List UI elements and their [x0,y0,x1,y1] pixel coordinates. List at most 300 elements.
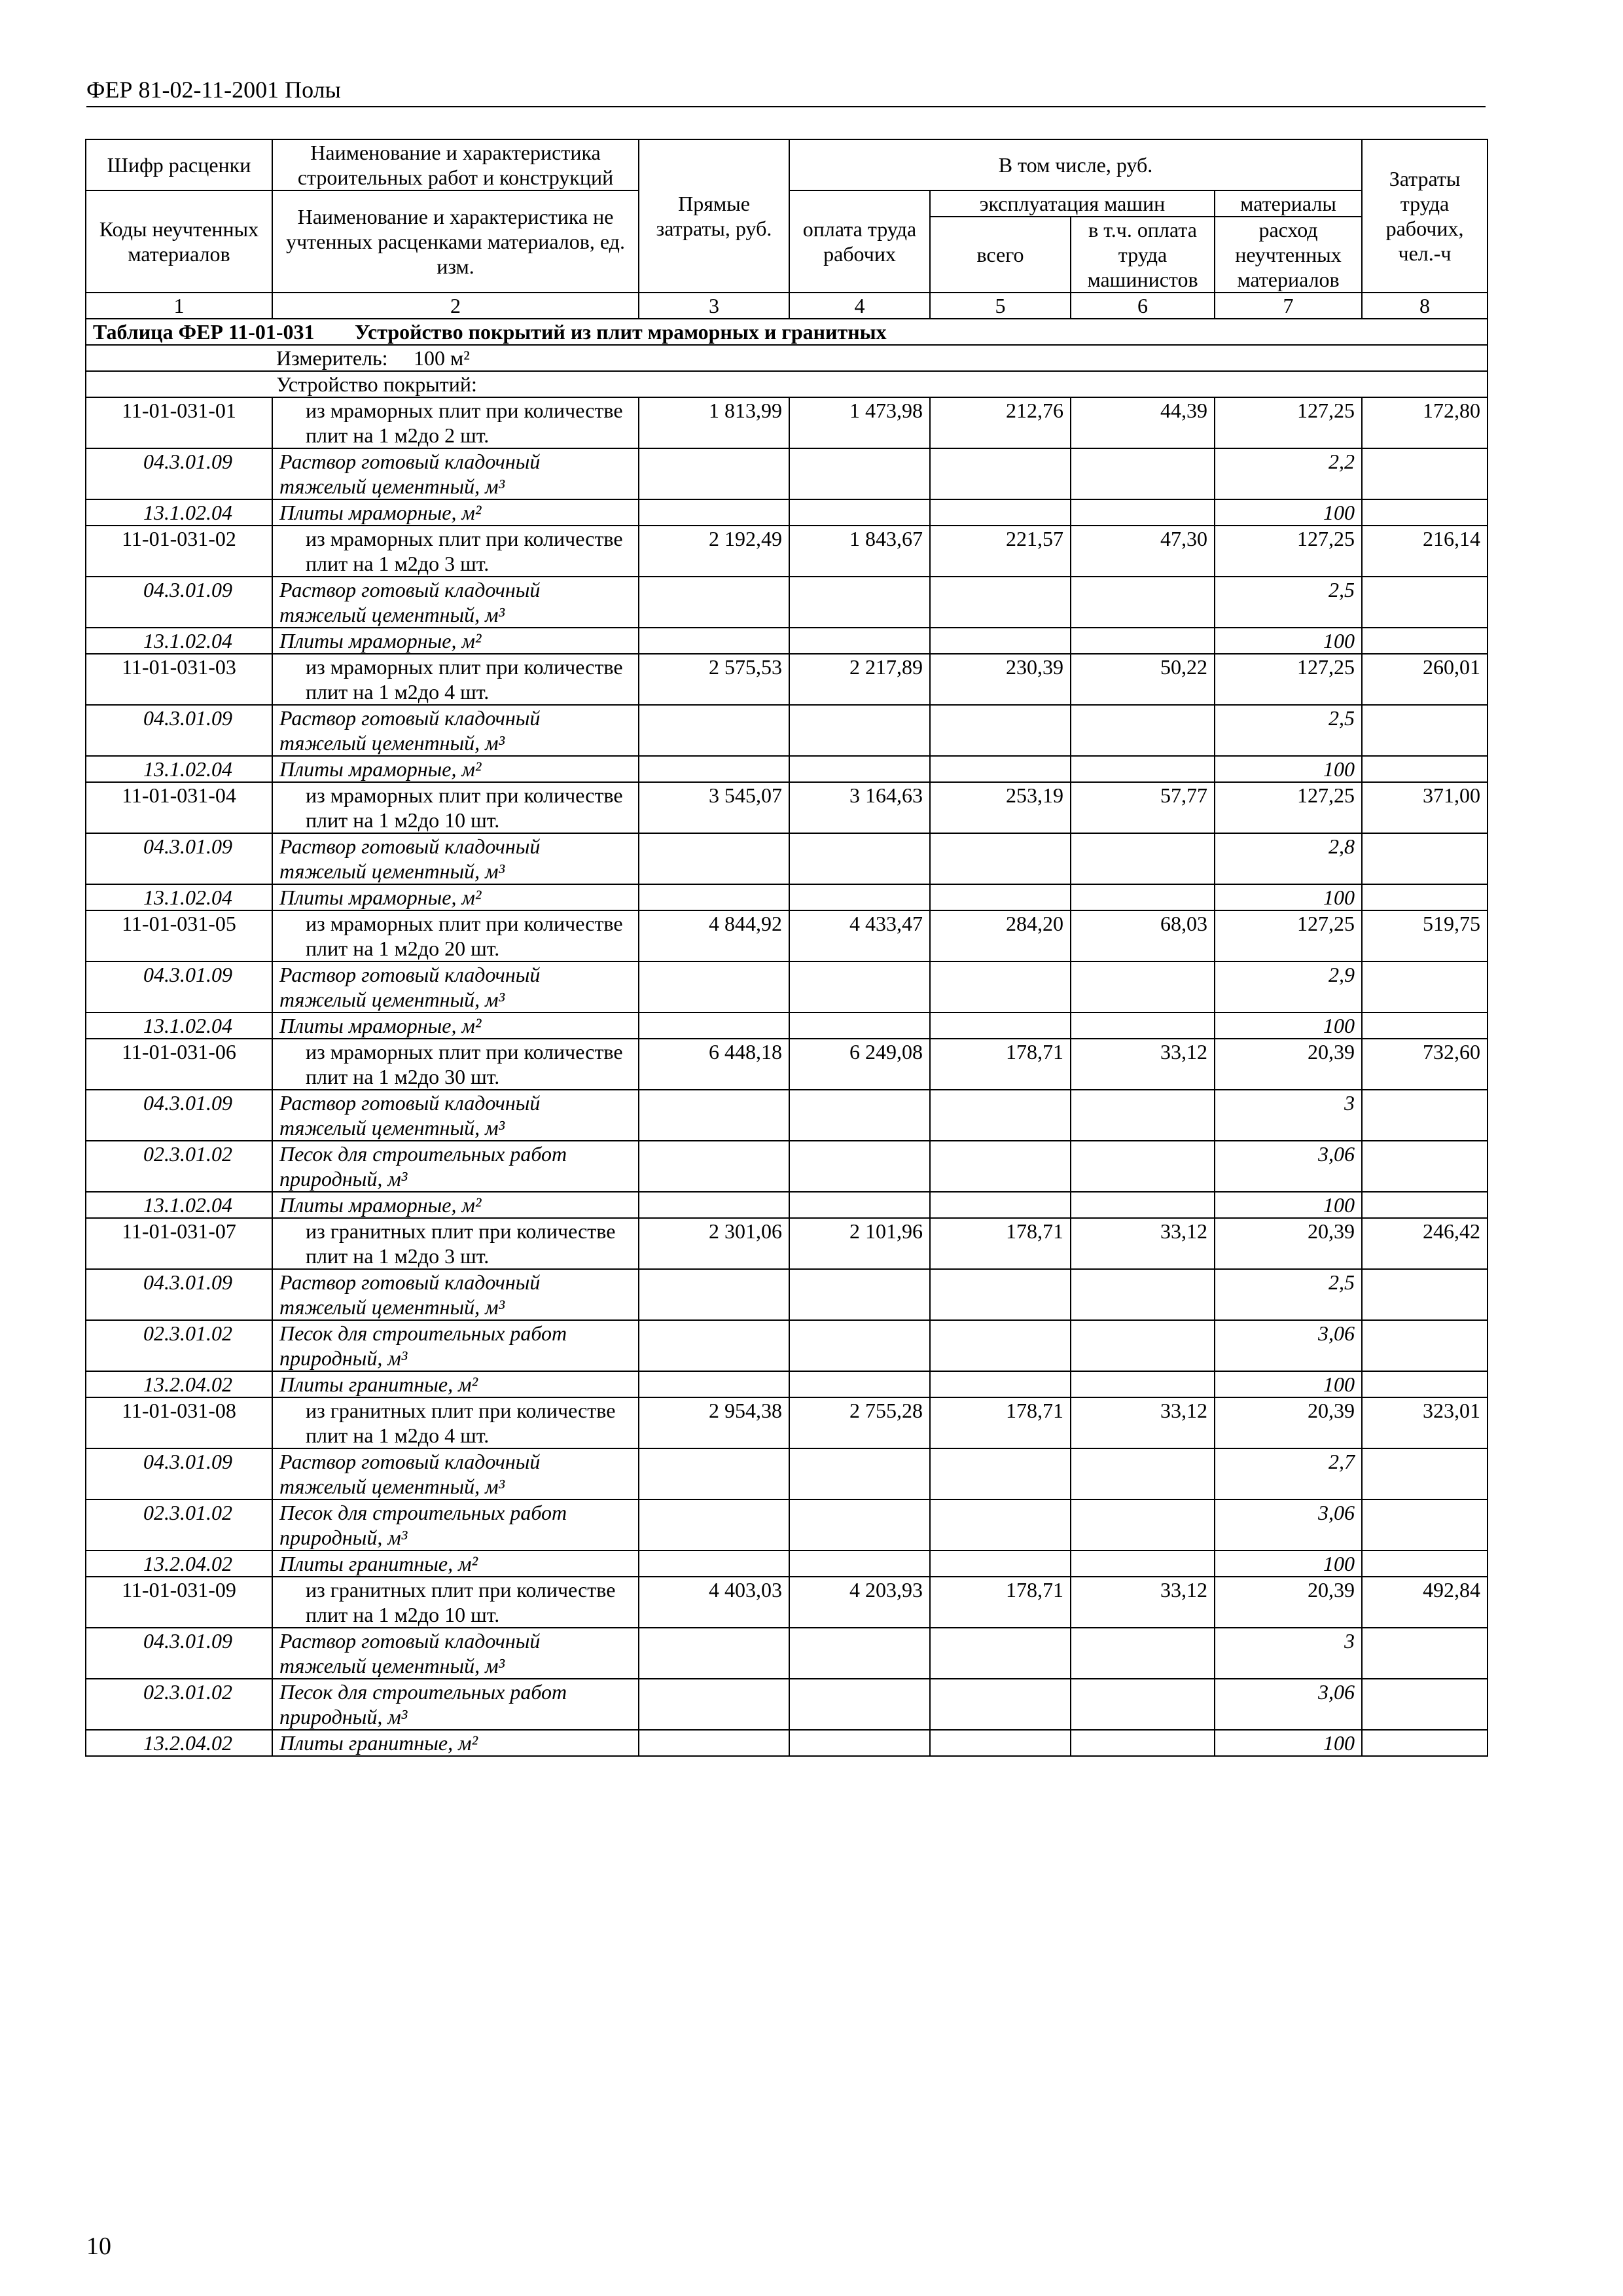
material-name: Плиты гранитные, м² [272,1371,639,1397]
empty-cell [1071,1269,1215,1320]
rate-labor: 1 473,98 [789,397,930,448]
empty-cell [789,1090,930,1141]
section-title: Устройство покрытий: [86,371,1488,397]
material-code: 04.3.01.09 [86,1628,272,1679]
rate-code: 11-01-031-01 [86,397,272,448]
empty-cell [930,1448,1071,1499]
empty-cell [1362,833,1488,884]
rate-name: из мраморных плит при количестве плит на 1 м2до 2 шт. [272,397,639,448]
empty-cell [789,1551,930,1577]
rate-mach-labor: 33,12 [1071,1397,1215,1448]
rate-materials: 20,39 [1215,1218,1362,1269]
empty-cell [789,961,930,1013]
page-number: 10 [86,2233,111,2260]
material-code: 13.1.02.04 [86,628,272,654]
empty-cell [1362,1090,1488,1141]
rate-row [86,1039,1488,1090]
rate-mach-total: 284,20 [930,910,1071,961]
material-code: 04.3.01.09 [86,833,272,884]
rate-code: 11-01-031-02 [86,526,272,577]
material-usage: 3,06 [1215,1320,1362,1371]
material-row [86,1320,1488,1371]
material-usage: 100 [1215,1371,1362,1397]
rate-mach-labor: 44,39 [1071,397,1215,448]
rate-materials: 20,39 [1215,1039,1362,1090]
material-name: Плиты гранитные, м² [272,1551,639,1577]
material-code: 02.3.01.02 [86,1320,272,1371]
material-row [86,577,1488,628]
rate-mach-labor: 33,12 [1071,1039,1215,1090]
rate-direct: 1 813,99 [639,397,789,448]
empty-cell [1071,1499,1215,1551]
col-name-header: Наименование и характеристика строительных работ и конструкций [272,139,639,190]
rate-code: 11-01-031-06 [86,1039,272,1090]
empty-cell [1362,1679,1488,1730]
rate-mach-total: 212,76 [930,397,1071,448]
empty-cell [1071,1730,1215,1756]
col-direct-header: Прямые затраты, руб. [639,139,789,293]
rate-row [86,397,1488,448]
empty-cell [639,1628,789,1679]
col-code-header: Шифр расценки [86,139,272,190]
material-usage: 2,5 [1215,1269,1362,1320]
rate-direct: 2 192,49 [639,526,789,577]
empty-cell [930,1628,1071,1679]
meter-value: 100 м² [414,346,470,370]
empty-cell [1071,1090,1215,1141]
empty-cell [930,1269,1071,1320]
material-name: Песок для строительных работ природный, м³ [272,1320,639,1371]
empty-cell [930,499,1071,526]
rate-mach-labor: 33,12 [1071,1218,1215,1269]
empty-cell [789,1628,930,1679]
empty-cell [789,833,930,884]
rate-row [86,782,1488,833]
material-row [86,961,1488,1013]
empty-cell [639,1499,789,1551]
empty-cell [1362,756,1488,782]
material-row [86,833,1488,884]
material-row [86,1499,1488,1551]
col-mat-usage-header: расход неучтенных материалов [1215,217,1362,293]
empty-cell [1071,448,1215,499]
empty-cell [789,1679,930,1730]
rate-code: 11-01-031-08 [86,1397,272,1448]
page-header: ФЕР 81-02-11-2001 Полы [86,76,1486,107]
material-code: 04.3.01.09 [86,1448,272,1499]
rate-mach-labor: 57,77 [1071,782,1215,833]
rate-materials: 127,25 [1215,910,1362,961]
empty-cell [1071,756,1215,782]
empty-cell [789,756,930,782]
material-usage: 3 [1215,1628,1362,1679]
empty-cell [930,756,1071,782]
empty-cell [1362,1371,1488,1397]
empty-cell [1362,577,1488,628]
rate-name: из мраморных плит при количестве плит на 1 м2до 20 шт. [272,910,639,961]
material-name: Плиты мраморные, м² [272,756,639,782]
column-number: 2 [272,293,639,319]
rate-mach-total: 178,71 [930,1039,1071,1090]
empty-cell [1362,499,1488,526]
material-usage: 2,8 [1215,833,1362,884]
col-mach-labor-header: в т.ч. оплата труда машинистов [1071,217,1215,293]
material-row [86,628,1488,654]
table-id: Таблица ФЕР 11-01-031 [93,320,315,344]
empty-cell [789,577,930,628]
rate-code: 11-01-031-03 [86,654,272,705]
empty-cell [930,1679,1071,1730]
material-usage: 3,06 [1215,1679,1362,1730]
empty-cell [789,1013,930,1039]
rate-code: 11-01-031-04 [86,782,272,833]
empty-cell [930,1192,1071,1218]
empty-cell [1071,1013,1215,1039]
rates-table [85,139,1488,1757]
empty-cell [1071,705,1215,756]
rate-mach-labor: 50,22 [1071,654,1215,705]
rate-mach-labor: 68,03 [1071,910,1215,961]
empty-cell [930,1371,1071,1397]
material-name: Раствор готовый кладочный тяжелый цементный, м³ [272,1269,639,1320]
empty-cell [1071,577,1215,628]
material-usage: 3,06 [1215,1141,1362,1192]
material-name: Раствор готовый кладочный тяжелый цементный, м³ [272,1628,639,1679]
material-code: 13.2.04.02 [86,1371,272,1397]
rate-direct: 2 954,38 [639,1397,789,1448]
rate-direct: 2 301,06 [639,1218,789,1269]
empty-cell [789,1730,930,1756]
empty-cell [1071,1628,1215,1679]
empty-cell [1362,1628,1488,1679]
empty-cell [789,705,930,756]
column-number: 7 [1215,293,1362,319]
rate-mach-total: 178,71 [930,1577,1071,1628]
empty-cell [1071,1141,1215,1192]
column-number: 6 [1071,293,1215,319]
rate-mach-total: 230,39 [930,654,1071,705]
empty-cell [639,1730,789,1756]
empty-cell [639,1141,789,1192]
rate-name: из мраморных плит при количестве плит на 1 м2до 10 шт. [272,782,639,833]
empty-cell [930,961,1071,1013]
empty-cell [639,1448,789,1499]
material-row [86,705,1488,756]
empty-cell [639,577,789,628]
material-usage: 2,9 [1215,961,1362,1013]
material-code: 04.3.01.09 [86,577,272,628]
rate-name: из гранитных плит при количестве плит на 1 м2до 10 шт. [272,1577,639,1628]
empty-cell [639,1192,789,1218]
empty-cell [639,961,789,1013]
material-row [86,1090,1488,1141]
material-usage: 100 [1215,1730,1362,1756]
empty-cell [639,1013,789,1039]
empty-cell [1362,1551,1488,1577]
empty-cell [639,833,789,884]
rate-name: из мраморных плит при количестве плит на 1 м2до 30 шт. [272,1039,639,1090]
empty-cell [639,499,789,526]
material-row [86,1013,1488,1039]
empty-cell [639,756,789,782]
empty-cell [1071,1679,1215,1730]
material-row [86,1628,1488,1679]
col-hours-header: Затраты труда рабочих, чел.-ч [1362,139,1488,293]
material-code: 13.1.02.04 [86,884,272,910]
material-usage: 100 [1215,756,1362,782]
rate-materials: 127,25 [1215,397,1362,448]
empty-cell [1362,961,1488,1013]
empty-cell [639,705,789,756]
empty-cell [789,1371,930,1397]
empty-cell [1071,1192,1215,1218]
material-name: Раствор готовый кладочный тяжелый цементный, м³ [272,705,639,756]
rate-labor: 2 101,96 [789,1218,930,1269]
empty-cell [789,884,930,910]
column-number: 4 [789,293,930,319]
empty-cell [789,1269,930,1320]
material-code: 13.2.04.02 [86,1730,272,1756]
rate-code: 11-01-031-09 [86,1577,272,1628]
rate-direct: 6 448,18 [639,1039,789,1090]
material-name: Раствор готовый кладочный тяжелый цементный, м³ [272,448,639,499]
rate-mach-total: 253,19 [930,782,1071,833]
col-matcode-header: Коды неучтенных материалов [86,190,272,293]
rate-row [86,1218,1488,1269]
table-title-row [86,319,1488,345]
material-row [86,756,1488,782]
material-row [86,1551,1488,1577]
empty-cell [639,1371,789,1397]
empty-cell [789,1448,930,1499]
rate-hours: 732,60 [1362,1039,1488,1090]
empty-cell [930,1551,1071,1577]
empty-cell [1071,1371,1215,1397]
material-row [86,884,1488,910]
rate-code: 11-01-031-07 [86,1218,272,1269]
rate-labor: 2 217,89 [789,654,930,705]
rate-mach-total: 178,71 [930,1397,1071,1448]
empty-cell [1362,1141,1488,1192]
empty-cell [789,1320,930,1371]
empty-cell [639,448,789,499]
rate-labor: 4 203,93 [789,1577,930,1628]
empty-cell [639,1090,789,1141]
empty-cell [789,1499,930,1551]
empty-cell [930,1013,1071,1039]
empty-cell [1362,1269,1488,1320]
section-row [86,371,1488,397]
rate-hours: 216,14 [1362,526,1488,577]
empty-cell [1362,1320,1488,1371]
empty-cell [930,1090,1071,1141]
material-name: Плиты мраморные, м² [272,628,639,654]
material-name: Раствор готовый кладочный тяжелый цементный, м³ [272,1448,639,1499]
rate-direct: 2 575,53 [639,654,789,705]
rate-materials: 127,25 [1215,526,1362,577]
material-name: Раствор готовый кладочный тяжелый цементный, м³ [272,577,639,628]
material-row [86,1141,1488,1192]
material-name: Песок для строительных работ природный, м³ [272,1499,639,1551]
table-name: Устройство покрытий из плит мраморных и гранитных [355,320,887,344]
material-code: 04.3.01.09 [86,1090,272,1141]
empty-cell [930,577,1071,628]
material-name: Раствор готовый кладочный тяжелый цементный, м³ [272,961,639,1013]
empty-cell [639,1679,789,1730]
rate-name: из гранитных плит при количестве плит на 1 м2до 4 шт. [272,1397,639,1448]
material-row [86,499,1488,526]
material-row [86,1192,1488,1218]
rate-materials: 20,39 [1215,1397,1362,1448]
empty-cell [789,499,930,526]
table-title [86,319,1488,345]
rate-hours: 323,01 [1362,1397,1488,1448]
meter-row [86,345,1488,371]
empty-cell [930,1141,1071,1192]
rate-hours: 260,01 [1362,654,1488,705]
empty-cell [639,628,789,654]
rate-direct: 4 403,03 [639,1577,789,1628]
material-code: 13.1.02.04 [86,1013,272,1039]
empty-cell [1071,961,1215,1013]
empty-cell [1071,1448,1215,1499]
empty-cell [639,884,789,910]
material-name: Раствор готовый кладочный тяжелый цементный, м³ [272,833,639,884]
empty-cell [1071,1320,1215,1371]
empty-cell [930,1499,1071,1551]
material-name: Плиты мраморные, м² [272,1013,639,1039]
rate-hours: 172,80 [1362,397,1488,448]
material-code: 04.3.01.09 [86,705,272,756]
rate-hours: 246,42 [1362,1218,1488,1269]
column-number: 1 [86,293,272,319]
material-row [86,1448,1488,1499]
material-code: 02.3.01.02 [86,1679,272,1730]
rate-name: из мраморных плит при количестве плит на 1 м2до 3 шт. [272,526,639,577]
rate-labor: 4 433,47 [789,910,930,961]
rate-materials: 127,25 [1215,782,1362,833]
empty-cell [930,884,1071,910]
rates-table-body [86,139,1488,1756]
material-row [86,1371,1488,1397]
material-name: Песок для строительных работ природный, м³ [272,1679,639,1730]
empty-cell [789,1192,930,1218]
rate-name: из мраморных плит при количестве плит на 1 м2до 4 шт. [272,654,639,705]
empty-cell [1362,705,1488,756]
material-usage: 100 [1215,628,1362,654]
rate-labor: 1 843,67 [789,526,930,577]
rate-mach-labor: 33,12 [1071,1577,1215,1628]
empty-cell [930,705,1071,756]
col-mach-total-header: всего [930,217,1071,293]
rate-direct: 4 844,92 [639,910,789,961]
empty-cell [789,628,930,654]
rate-row [86,1397,1488,1448]
rate-name: из гранитных плит при количестве плит на 1 м2до 3 шт. [272,1218,639,1269]
material-usage: 2,5 [1215,577,1362,628]
header-row-1 [86,139,1488,190]
empty-cell [930,833,1071,884]
material-usage: 2,5 [1215,705,1362,756]
rate-labor: 6 249,08 [789,1039,930,1090]
empty-cell [1071,1551,1215,1577]
material-usage: 100 [1215,1551,1362,1577]
empty-cell [930,448,1071,499]
material-usage: 100 [1215,499,1362,526]
material-code: 04.3.01.09 [86,1269,272,1320]
rate-hours: 519,75 [1362,910,1488,961]
empty-cell [1362,884,1488,910]
rate-direct: 3 545,07 [639,782,789,833]
material-name: Раствор готовый кладочный тяжелый цементный, м³ [272,1090,639,1141]
material-row [86,1730,1488,1756]
col-labor-header: оплата труда рабочих [789,190,930,293]
empty-cell [1362,1499,1488,1551]
material-name: Плиты мраморные, м² [272,884,639,910]
rate-row [86,654,1488,705]
material-name: Песок для строительных работ природный, м³ [272,1141,639,1192]
empty-cell [789,1141,930,1192]
material-usage: 100 [1215,1192,1362,1218]
material-usage: 100 [1215,884,1362,910]
rate-labor: 3 164,63 [789,782,930,833]
material-usage: 100 [1215,1013,1362,1039]
rate-row [86,526,1488,577]
material-name: Плиты мраморные, м² [272,1192,639,1218]
empty-cell [639,1269,789,1320]
meter [86,345,1488,371]
material-row [86,1269,1488,1320]
empty-cell [789,448,930,499]
material-name: Плиты мраморные, м² [272,499,639,526]
rate-labor: 2 755,28 [789,1397,930,1448]
material-code: 13.1.02.04 [86,1192,272,1218]
material-row [86,1679,1488,1730]
material-name: Плиты гранитные, м² [272,1730,639,1756]
empty-cell [1071,884,1215,910]
column-number: 3 [639,293,789,319]
rate-mach-total: 221,57 [930,526,1071,577]
rate-materials: 20,39 [1215,1577,1362,1628]
rate-mach-total: 178,71 [930,1218,1071,1269]
rate-mach-labor: 47,30 [1071,526,1215,577]
rate-code: 11-01-031-05 [86,910,272,961]
empty-cell [1362,628,1488,654]
material-usage: 3,06 [1215,1499,1362,1551]
empty-cell [1362,1013,1488,1039]
material-usage: 3 [1215,1090,1362,1141]
empty-cell [1362,1448,1488,1499]
material-code: 13.2.04.02 [86,1551,272,1577]
column-number: 5 [930,293,1071,319]
material-row [86,448,1488,499]
empty-cell [1071,833,1215,884]
empty-cell [930,1320,1071,1371]
rate-row [86,910,1488,961]
empty-cell [639,1320,789,1371]
col-machines-header: эксплуатация машин [930,190,1215,217]
empty-cell [1362,1192,1488,1218]
material-code: 02.3.01.02 [86,1499,272,1551]
material-usage: 2,7 [1215,1448,1362,1499]
rate-row [86,1577,1488,1628]
material-usage: 2,2 [1215,448,1362,499]
empty-cell [1362,1730,1488,1756]
meter-label: Измеритель: [276,346,388,370]
column-numbers-row [86,293,1488,319]
empty-cell [1362,448,1488,499]
empty-cell [1071,499,1215,526]
